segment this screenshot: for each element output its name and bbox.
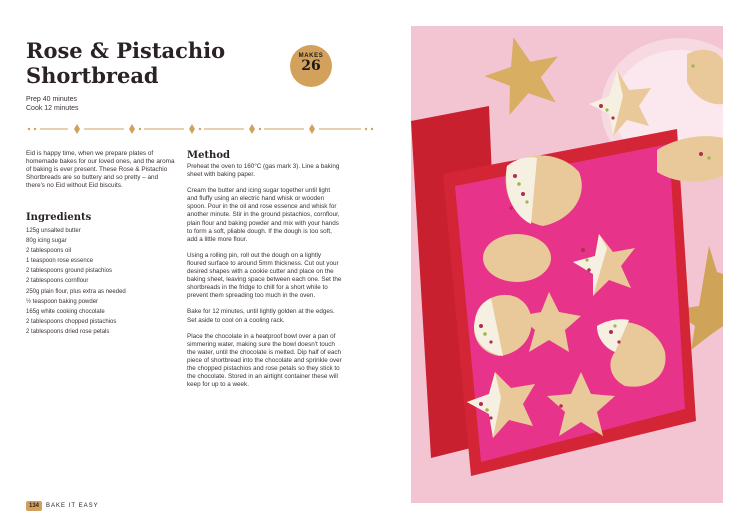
method-step: Preheat the oven to 160°C (gas mark 3). Line a baking sheet with baking paper. — [187, 163, 340, 179]
page-footer — [26, 500, 99, 512]
ingredient-item: 2 tablespoons cornflour — [26, 278, 89, 285]
ingredient-item: 2 tablespoons chopped pistachios — [26, 318, 117, 325]
ingredient-item: 165g white cooking chocolate — [26, 308, 105, 315]
ingredient-item: ½ teaspoon baking powder — [26, 298, 99, 305]
makes-value: 26 — [301, 58, 321, 74]
method-step: Place the chocolate in a heatproof bowl over a pan of simmering water, making sure the bowl doesn't touch the water, until the chocolate is melted. Dip half of each piece of shortbread into the chocolate and sprinkle over the chopped pistachios and rose petals so they stick to the chocolate. Stored in an airtight container these will keep for up to a week. — [187, 332, 342, 389]
method-step: Cream the butter and icing sugar together until light and fluffy using an electric hand whisk or wooden spoon. Pour in the oil and rose essence and whisk for another minute. Stir in the ground pistachios, cornflour, plain flour and baking powder and mix with your hands to form a soft, pliable dough. If the dough is too soft, add a little more flour. — [187, 187, 340, 243]
ingredients-list — [26, 226, 126, 337]
makes-label: MAKES — [298, 53, 324, 59]
prep-time: Prep 40 minutes — [26, 96, 77, 103]
ingredient-item: 125g unsalted butter — [26, 228, 81, 234]
cook-time: Cook 12 minutes — [26, 105, 79, 112]
ingredient-item: 2 tablespoons ground pistachios — [26, 268, 113, 275]
ingredients-heading: Ingredients — [26, 212, 92, 223]
recipe-intro: Eid is happy time, when we prepare plates of homemade bakes for our loved ones, and the aroma of baking is ever present. These Rose & Pistachio Shortbreads are so buttery and so pretty – and there's no Eid without Eid biscuits. — [26, 150, 175, 190]
ingredient-item: 1 teaspoon rose essence — [26, 258, 94, 265]
ingredient-item: 80g icing sugar — [26, 238, 67, 245]
method-step: Using a rolling pin, roll out the dough on a lightly floured surface to around 5mm thickness. Cut out your desired shapes with a cookie cutter and place on the baking sheet, leaving space between each one. Set the shortbreads in the fridge to chill for a short while to prevent them spreading too much in the oven. — [187, 251, 342, 300]
recipe-title: Rose & Pistachio Shortbread — [26, 38, 226, 88]
ingredient-item: 250g plain flour, plus extra as needed — [26, 288, 126, 295]
makes-badge — [290, 45, 332, 87]
method-step: Bake for 12 minutes, until lightly golden at the edges. Set aside to cool on a cooling rack. — [187, 308, 335, 324]
ingredient-item: 2 tablespoons dried rose petals — [26, 328, 110, 335]
recipe-times — [26, 95, 79, 113]
book-title: BAKE IT EASY — [46, 503, 99, 509]
ornamental-divider — [26, 121, 381, 137]
method-heading: Method — [187, 150, 230, 161]
ingredient-item: 2 tablespoons oil — [26, 248, 72, 255]
method-steps — [187, 163, 342, 397]
cookie-box-photo — [411, 26, 723, 503]
page-number: 134 — [26, 501, 42, 511]
